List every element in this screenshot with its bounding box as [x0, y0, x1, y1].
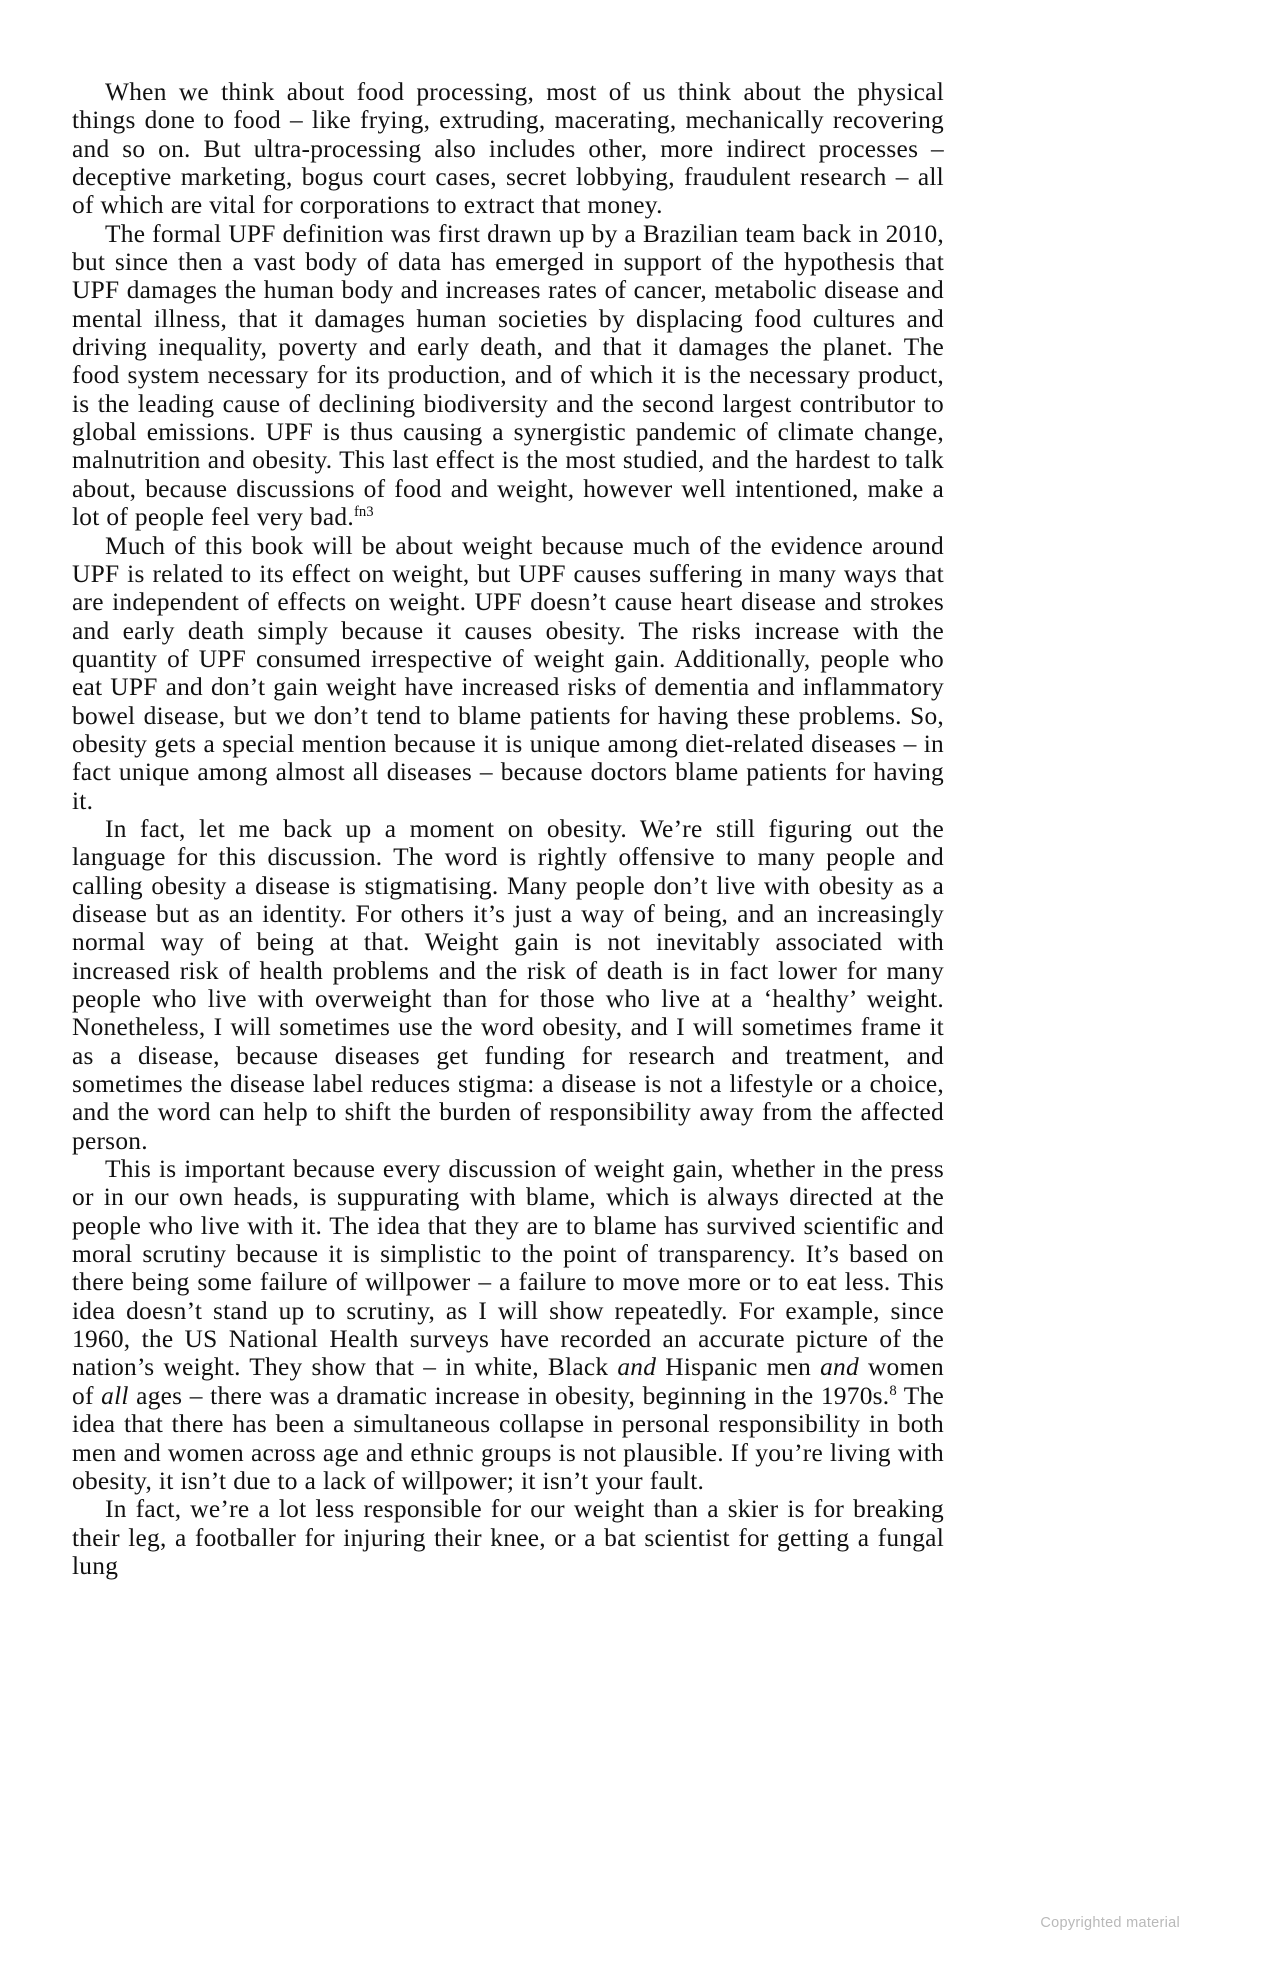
paragraph — [72, 1495, 944, 1580]
emphasis-text: and — [820, 1353, 859, 1382]
paragraph — [72, 220, 944, 532]
text-run: Hispanic men — [656, 1353, 821, 1382]
text-run: Much of this book will be about weight because much of the evidence around UPF is related to its effect on weight, but UPF causes suffering in many ways that are independent of effects on weight. UPF doesn’t cause heart disease and strokes and early death simply because it causes obesity. The risks increase with the quantity of UPF consumed irrespective of weight gain. Additionally, people who eat UPF and don’t gain weight have increased risks of dementia and inflammatory bowel disease, but we don’t tend to blame patients for having these problems. So, obesity gets a special mention because it is unique among diet-related diseases – in fact unique among almost all diseases – because doctors blame patients for having it. — [72, 531, 944, 815]
footnote-marker[interactable]: fn3 — [353, 504, 374, 521]
text-run: When we think about food processing, most of us think about the physical things done to food – like frying, extruding, macerating, mechanically recovering and so on. But ultra-processing also includes other, more indirect processes – deceptive marketing, bogus court cases, secret lobbying, fraudulent research – all of which are vital for corporations to extract that money. — [72, 78, 944, 220]
text-run: women of — [72, 1353, 944, 1410]
text-run: This is important because every discussion of weight gain, whether in the press or in our own heads, is suppurating with blame, which is always directed at the people who live with it. The idea that they are to blame has survived scientific and moral scrutiny because it is simplistic to the point of transparency. It’s based on there being some failure of willpower – a failure to move more or to eat less. This idea doesn’t stand up to scrutiny, as I will show repeatedly. For example, since 1960, the US National Health surveys have recorded an accurate picture of the nation’s weight. They show that – in white, Black — [72, 1155, 944, 1382]
emphasis-text: all — [101, 1381, 129, 1410]
emphasis-text: and — [617, 1353, 657, 1382]
text-run: The idea that there has been a simultaneous collapse in personal responsibility in both men and women across age and ethnic groups is not plausible. If you’re living with obesity, it isn’t due to a lack of willpower; it isn’t your fault. — [72, 1381, 944, 1495]
paragraph — [72, 815, 944, 1155]
copyright-footer: Copyrighted material — [1040, 1915, 1180, 1931]
page-body-text — [72, 78, 944, 1580]
text-run: In fact, let me back up a moment on obesity. We’re still figuring out the language for this discussion. The word is rightly offensive to many people and calling obesity a disease is stigmatising. Many people don’t live with obesity as a disease but as an identity. For others it’s just a way of being, and an increasingly normal way of being at that. Weight gain is not inevitably associated with increased risk of health problems and the risk of death is in fact lower for many people who live with overweight than for those who live at a ‘healthy’ weight. Nonetheless, I will sometimes use the word obesity, and I will sometimes frame it as a disease, because diseases get funding for research and treatment, and sometimes the disease label reduces stigma: a disease is not a lifestyle or a choice, and the word can help to shift the burden of responsibility away from the affected person. — [72, 814, 944, 1155]
text-run: The formal UPF definition was first drawn up by a Brazilian team back in 2010, but since then a vast body of data has emerged in support of the hypothesis that UPF damages the human body and increases rates of cancer, metabolic disease and mental illness, that it damages human societies by displacing food cultures and driving inequality, poverty and early death, and that it damages the planet. The food system necessary for its production, and of which it is the necessary product, is the leading cause of declining biodiversity and the second largest contributor to global emissions. UPF is thus causing a synergistic pandemic of climate change, malnutrition and obesity. This last effect is the most studied, and the hardest to talk about, because discussions of food and weight, however well intentioned, make a lot of people feel very bad. — [72, 219, 944, 532]
paragraph — [72, 532, 944, 815]
text-run: In fact, we’re a lot less responsible for our weight than a skier is for breaking their leg, a footballer for injuring their knee, or a bat scientist for getting a fungal lung — [72, 1495, 944, 1580]
footnote-marker[interactable]: 8 — [889, 1382, 897, 1399]
paragraph — [72, 1155, 944, 1495]
text-run: ages – there was a dramatic increase in obesity, beginning in the 1970s. — [128, 1381, 890, 1410]
paragraph — [72, 78, 944, 220]
